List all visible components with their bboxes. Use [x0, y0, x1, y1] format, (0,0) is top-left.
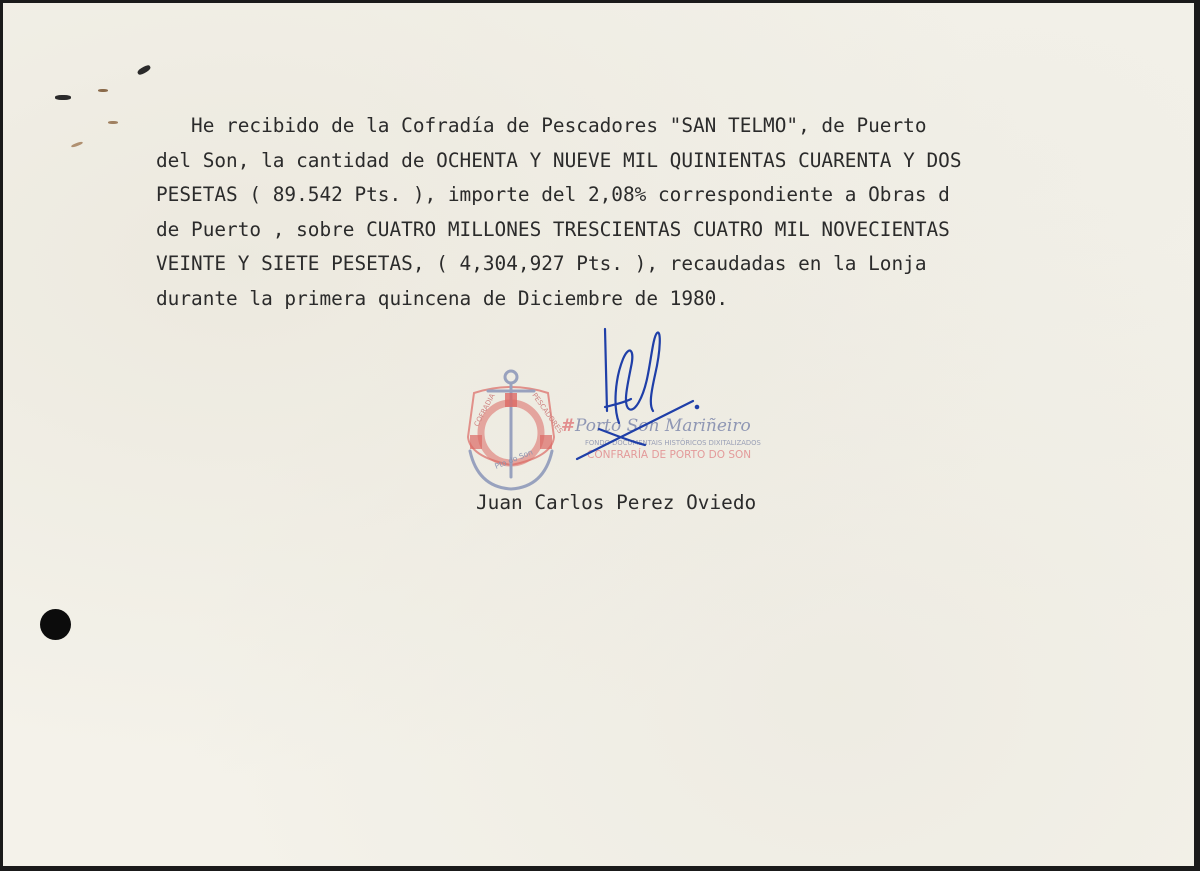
paper-damage-mark	[136, 64, 151, 76]
stamp-bottom-text: Pto do Son	[493, 447, 535, 471]
watermark-subtitle: FONDO DOCUMENTAIS HISTÓRICOS DIXITALIZADOS	[585, 439, 761, 447]
body-line: durante la primera quincena de Diciembre de 1980.	[156, 286, 729, 310]
watermark-organization: CONFRARÍA DE PORTO DO SON	[587, 449, 752, 461]
signer-name: Juan Carlos Perez Oviedo	[476, 491, 757, 514]
body-line: PESETAS ( 89.542 Pts. ), importe del 2,08% correspondiente a Obras d	[156, 183, 950, 207]
watermark-hash: #	[561, 416, 576, 436]
paper-damage-mark	[98, 89, 108, 92]
body-line: VEINTE Y SIETE PESETAS, ( 4,304,927 Pts. ), recaudadas en la Lonja	[156, 252, 927, 276]
stamp-ring-text-right: PESCADORES	[530, 391, 565, 435]
paper-damage-mark	[55, 95, 71, 100]
receipt-body-text	[156, 109, 1136, 317]
handwritten-signature	[569, 325, 709, 467]
watermark-title: Porto Son Mariñeiro	[575, 416, 751, 436]
confraria-anchor-stamp	[456, 365, 566, 497]
paper-damage-mark	[108, 121, 118, 124]
stamp-ring-text-left: COFRADIA	[472, 392, 497, 428]
body-line: de Puerto , sobre CUATRO MILLONES TRESCIENTAS CUATRO MIL NOVECIENTAS	[156, 217, 950, 241]
paper-damage-mark	[71, 141, 83, 148]
punch-hole	[40, 609, 71, 640]
document-page	[3, 3, 1194, 866]
body-line: He recibido de la Cofradía de Pescadores "SAN TELMO", de Puerto	[156, 114, 927, 137]
body-line: del Son, la cantidad de OCHENTA Y NUEVE MIL QUINIENTAS CUARENTA Y DOS	[156, 148, 962, 172]
